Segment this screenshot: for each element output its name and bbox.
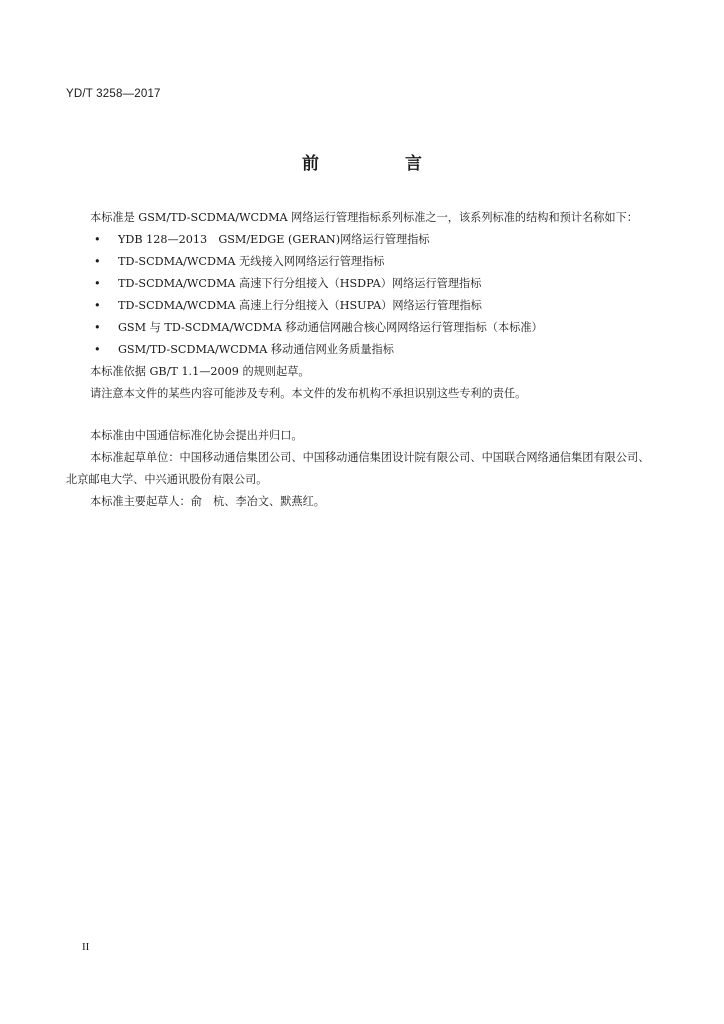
list-item (66, 317, 656, 339)
page-title: 前 言 (302, 154, 462, 174)
bullet-icon: • (94, 343, 101, 356)
patent-notice-paragraph: 请注意本文件的某些内容可能涉及专利。本文件的发布机构不承担识别这些专利的责任。 (90, 387, 527, 400)
list-item (66, 339, 656, 361)
bullet-icon: • (94, 321, 101, 334)
list-item (66, 251, 656, 273)
bullet-icon: • (94, 255, 101, 268)
drafting-rules-paragraph: 本标准依据 GB/T 1.1—2009 的规则起草。 (90, 365, 310, 378)
list-item-text: TD-SCDMA/WCDMA 无线接入网网络运行管理指标 (118, 255, 385, 268)
standard-code: YD/T 3258—2017 (66, 88, 161, 100)
bullet-icon: • (94, 233, 101, 246)
list-item-text: TD-SCDMA/WCDMA 高速下行分组接入（HSDPA）网络运行管理指标 (118, 277, 482, 290)
list-item (66, 229, 656, 251)
list-item-text: YDB 128—2013 GSM/EDGE (GERAN)网络运行管理指标 (118, 233, 430, 246)
list-item (66, 295, 656, 317)
list-item-text: TD-SCDMA/WCDMA 高速上行分组接入（HSUPA）网络运行管理指标 (118, 299, 482, 312)
list-item-text: GSM 与 TD-SCDMA/WCDMA 移动通信网融合核心网网络运行管理指标（本标准） (118, 321, 543, 334)
intro-paragraph: 本标准是 GSM/TD-SCDMA/WCDMA 网络运行管理指标系列标准之一，该系列标准的结构和预计名称如下： (90, 211, 638, 224)
series-list (66, 229, 656, 361)
bullet-icon: • (94, 299, 101, 312)
list-item-text: GSM/TD-SCDMA/WCDMA 移动通信网业务质量指标 (118, 343, 394, 356)
list-item (66, 273, 656, 295)
drafting-units-paragraph: 本标准起草单位：中国移动通信集团公司、中国移动通信集团设计院有限公司、中国联合网络通信集团有限公司、北京邮电大学、中兴通讯股份有限公司。 (66, 451, 650, 486)
body-text (66, 207, 656, 513)
proposer-paragraph: 本标准由中国通信标准化协会提出并归口。 (90, 429, 303, 442)
drafters-paragraph: 本标准主要起草人：俞 杭、李冶文、默燕红。 (90, 495, 325, 508)
spacer (66, 405, 656, 425)
page-number: II (82, 941, 90, 953)
bullet-icon: • (94, 277, 101, 290)
